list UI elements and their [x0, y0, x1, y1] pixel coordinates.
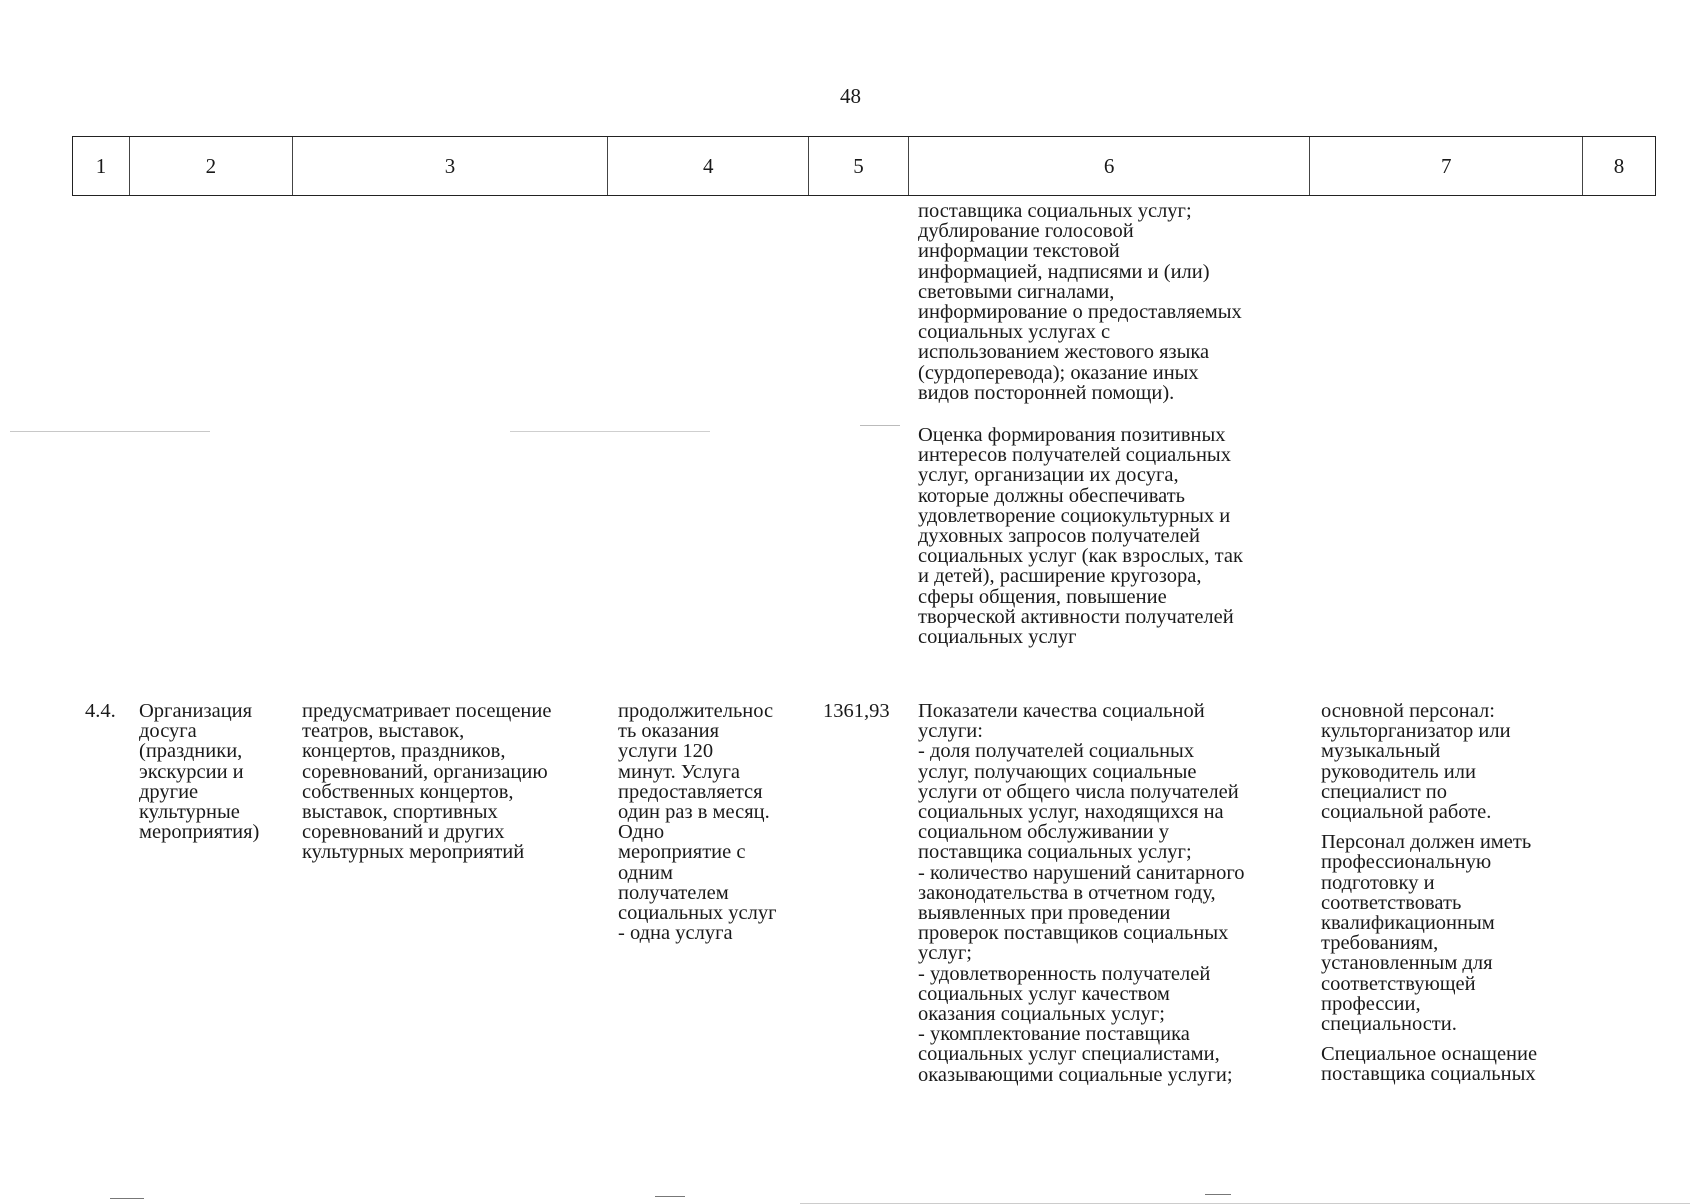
row-number: 4.4.	[85, 700, 116, 722]
text-line: получателем	[618, 881, 729, 904]
text-line: культурные	[139, 801, 240, 824]
text-line: культурных мероприятий	[302, 841, 525, 864]
text-line: Показатели качества социальной	[918, 700, 1205, 722]
text-line: поставщика социальных услуг;	[918, 200, 1192, 222]
text-line: специалист по	[1321, 780, 1447, 803]
text-line: соответствующей	[1321, 972, 1476, 995]
text-line: интересов получателей социальных	[918, 444, 1231, 467]
text-line: предусматривает посещение	[302, 700, 552, 722]
text-line: Одно	[618, 821, 665, 844]
text-line: подготовку и	[1321, 871, 1435, 894]
text-line: требованиям,	[1321, 932, 1439, 955]
text-line: - доля получателей социальных	[918, 740, 1195, 763]
text-line: руководитель или	[1321, 760, 1476, 783]
header-cell-2: 2	[130, 137, 293, 195]
text-line: (праздники,	[139, 740, 243, 763]
text-line: установленным для	[1321, 952, 1493, 975]
continuation-paragraph	[918, 201, 1314, 403]
text-line: соревнований и других	[302, 821, 505, 844]
text-line: мероприятие с	[618, 841, 746, 864]
header-cell-8: 8	[1613, 153, 1625, 178]
text-line: - количество нарушений санитарного	[918, 861, 1245, 884]
header-cell-4: 4	[608, 137, 809, 195]
text-line: экскурсии и	[139, 760, 244, 783]
text-line: - удовлетворенность получателей	[918, 962, 1211, 985]
staff-paragraph	[1321, 701, 1607, 822]
header-cell-6: 6	[909, 137, 1310, 195]
text-line: выявленных при проведении	[918, 902, 1171, 925]
text-line: услуг, получающих социальные	[918, 760, 1197, 783]
text-line: ть оказания	[618, 720, 719, 743]
text-line: - укомплектование поставщика	[918, 1023, 1190, 1046]
text-line: информирование о предоставляемых	[918, 301, 1242, 324]
text-line: которые должны обеспечивать	[918, 484, 1186, 507]
header-cell-5: 5	[809, 137, 909, 195]
text-line: квалификационным	[1321, 912, 1495, 935]
text-line: удовлетворение социокультурных и	[918, 504, 1231, 527]
scan-mark	[860, 425, 900, 426]
text-line: другие	[139, 780, 199, 803]
text-line: основной персонал:	[1321, 700, 1495, 722]
text-line: соответствовать	[1321, 891, 1462, 914]
text-line: одним	[618, 861, 674, 884]
text-line: услуги от общего числа получателей	[918, 780, 1239, 803]
text-line: театров, выставок,	[302, 720, 465, 743]
text-line: минут. Услуга	[618, 760, 740, 783]
text-line: творческой активности получателей	[918, 605, 1234, 628]
text-line: один раз в месяц.	[618, 801, 770, 824]
text-line: световыми сигналами,	[918, 280, 1115, 303]
text-line: профессии,	[1321, 992, 1421, 1015]
text-line: духовных запросов получателей	[918, 525, 1200, 548]
text-line: услуг;	[918, 942, 972, 965]
text-line: (сурдоперевода); оказание иных	[918, 361, 1199, 384]
service-price: 1361,93	[823, 700, 890, 722]
text-line: информацией, надписями и (или)	[918, 260, 1210, 283]
text-line: использованием жестового языка	[918, 341, 1210, 364]
text-line: проверок поставщиков социальных	[918, 922, 1229, 945]
staff-paragraph	[1321, 832, 1607, 1034]
text-line: - одна услуга	[618, 922, 733, 945]
text-line: Организация	[139, 700, 253, 722]
text-line: и детей), расширение кругозора,	[918, 565, 1202, 588]
service-conditions	[618, 701, 814, 943]
text-line: услуги 120	[618, 740, 714, 763]
quality-indicators	[918, 701, 1318, 1085]
continuation-paragraph	[918, 425, 1314, 647]
text-line: социальной работе.	[1321, 801, 1492, 824]
text-line: Оценка формирования позитивных	[918, 424, 1226, 447]
header-cell-1: 1	[73, 137, 130, 195]
text-line: музыкальный	[1321, 740, 1441, 763]
service-name	[139, 701, 289, 842]
scan-mark	[655, 1196, 685, 1197]
text-line: видов посторонней помощи).	[918, 381, 1175, 404]
scan-mark	[510, 431, 710, 432]
scan-mark	[10, 431, 210, 432]
staff-requirements	[1321, 701, 1607, 1085]
text-line: услуг, организации их досуга,	[918, 464, 1179, 487]
text-line: выставок, спортивных	[302, 801, 498, 824]
text-line: социальных услуг (как взрослых, так	[918, 545, 1243, 568]
staff-paragraph	[1321, 1044, 1607, 1084]
text-line: социальных услугах с	[918, 321, 1111, 344]
text-line: концертов, праздников,	[302, 740, 506, 763]
scan-mark	[110, 1198, 144, 1199]
text-line: информации текстовой	[918, 240, 1120, 263]
text-line: профессиональную	[1321, 851, 1492, 874]
table-header-row	[72, 136, 1656, 196]
text-line: Персонал должен иметь	[1321, 831, 1532, 854]
text-line: сферы общения, повышение	[918, 585, 1167, 608]
text-line: культорганизатор или	[1321, 720, 1511, 743]
text-line: специальности.	[1321, 1013, 1457, 1036]
text-line: Специальное оснащение	[1321, 1043, 1538, 1066]
text-line: досуга	[139, 720, 197, 743]
text-line: социальных услуг	[618, 902, 777, 925]
page-number: 48	[840, 84, 861, 108]
text-line: социальных услуг, находящихся на	[918, 801, 1224, 824]
text-line: продолжительнос	[618, 700, 774, 722]
text-line: предоставляется	[618, 780, 763, 803]
text-line: дублирование голосовой	[918, 220, 1134, 243]
text-line: социальных услуг качеством	[918, 982, 1170, 1005]
continuation-col6	[918, 201, 1314, 647]
header-cell-7: 7	[1310, 137, 1583, 195]
text-line: услуги:	[918, 720, 983, 743]
text-line: соревнований, организацию	[302, 760, 548, 783]
scan-mark	[1205, 1194, 1231, 1195]
text-line: мероприятия)	[139, 821, 260, 844]
text-line: законодательства в отчетном году,	[918, 881, 1216, 904]
text-line: социальном обслуживании у	[918, 821, 1169, 844]
text-line: поставщика социальных услуг;	[918, 841, 1192, 864]
text-line: социальных услуг	[918, 626, 1077, 649]
header-cell-3: 3	[293, 137, 609, 195]
text-line: оказания социальных услуг;	[918, 1003, 1165, 1026]
text-line: поставщика социальных	[1321, 1063, 1536, 1086]
text-line: собственных концертов,	[302, 780, 514, 803]
text-line: оказывающими социальные услуги;	[918, 1063, 1233, 1086]
service-description	[302, 701, 608, 863]
text-line: социальных услуг специалистами,	[918, 1043, 1220, 1066]
